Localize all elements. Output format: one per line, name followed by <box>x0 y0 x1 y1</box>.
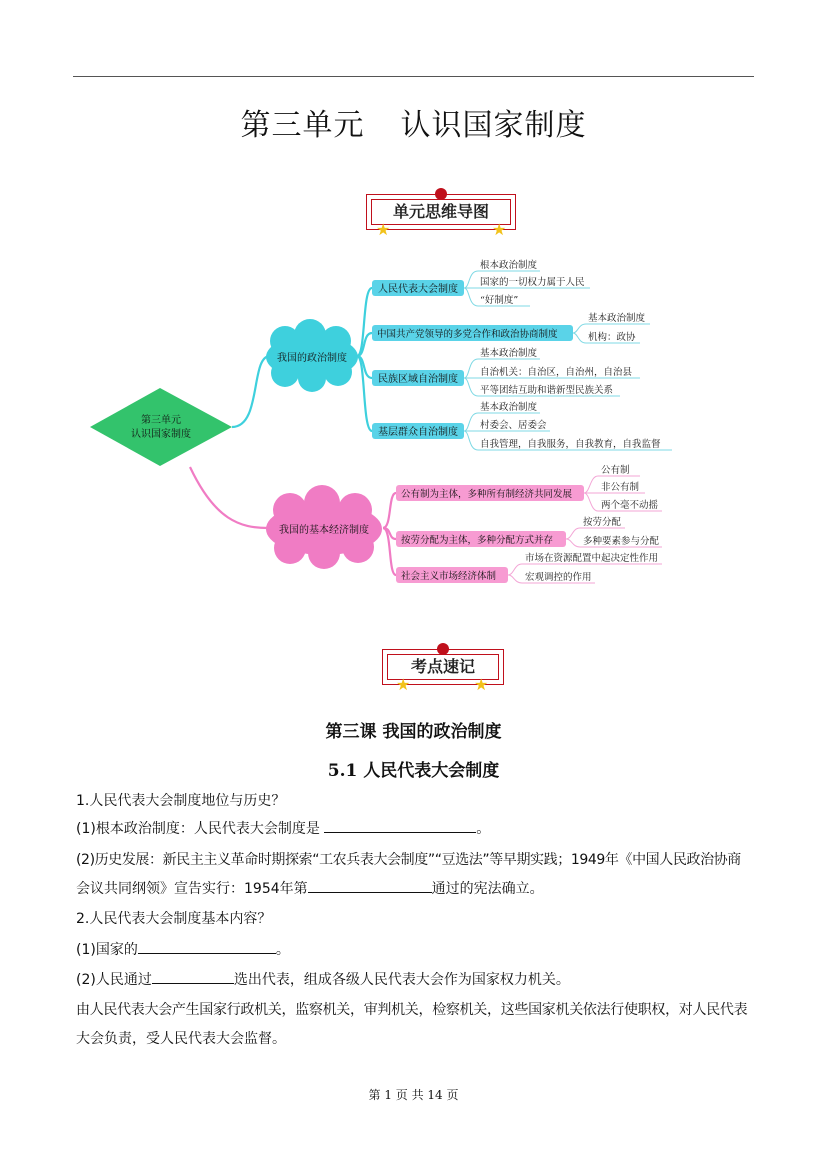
star-icon: ★ <box>474 675 489 694</box>
leaf: 根本政治制度 <box>480 260 538 271</box>
question-2: 2.人民代表大会制度基本内容？ <box>76 911 272 927</box>
unit-title-left: 第三单元 <box>240 108 365 143</box>
leaf: 两个毫不动摇 <box>601 500 659 511</box>
leaf: 村委会、居委会 <box>480 420 547 431</box>
star-icon: ★ <box>492 220 507 239</box>
leaf: 基本政治制度 <box>480 402 538 413</box>
political-label: 我国的政治制度 <box>277 353 347 364</box>
leaf: 多种要素参与分配 <box>583 536 660 547</box>
star-icon: ★ <box>396 675 411 694</box>
branch-ownership: 公有制为主体，多种所有制经济共同发展 <box>401 489 573 500</box>
paragraph-line2: 大会负责，受人民代表大会监督。 <box>76 1031 286 1047</box>
economic-label: 我国的基本经济制度 <box>279 525 369 536</box>
leaf: 平等团结互助和谐新型民族关系 <box>480 385 614 396</box>
lesson-title: 第三课 我国的政治制度 <box>325 722 502 742</box>
q1-item-1: (1)根本政治制度：人民代表大会制度是 。 <box>76 815 756 843</box>
q1-item-2-line2: 会议共同纲领》宣告实行：1954年第 通过的宪法确立。 <box>76 875 756 903</box>
answer-blank[interactable] <box>308 876 432 893</box>
branch-ethnic: 民族区域自治制度 <box>378 374 458 385</box>
branch-distribution: 按劳分配为主体，多种分配方式并存 <box>401 535 554 546</box>
section-title: 5.1 人民代表大会制度 <box>327 761 500 781</box>
branch-market: 社会主义市场经济体制 <box>401 571 497 582</box>
page-footer: 第 1 页 共 14 页 <box>368 1088 459 1102</box>
question-1: 1.人民代表大会制度地位与历史？ <box>76 793 286 809</box>
answer-blank[interactable] <box>138 937 276 954</box>
leaf: 自我管理，自我服务，自我教育，自我监督 <box>480 439 661 450</box>
leaf: “好制度” <box>480 295 519 306</box>
mindmap-badge-label: 单元思维导图 <box>371 199 511 225</box>
root-label-2: 认识国家制度 <box>131 429 191 440</box>
points-badge <box>382 643 506 694</box>
leaf: 非公有制 <box>601 482 640 493</box>
paragraph-line1: 由人民代表大会产生国家行政机关，监察机关，审判机关，检察机关，这些国家机关依法行使职权，对人民代表 <box>76 1002 748 1018</box>
q2-item-2: (2)人民通过 选出代表，组成各级人民代表大会作为国家权力机关。 <box>76 966 756 994</box>
answer-blank[interactable] <box>324 816 476 833</box>
root-label-1: 第三单元 <box>141 415 181 426</box>
leaf: 自治机关：自治区，自治州，自治县 <box>480 367 633 378</box>
branch-cppcc: 中国共产党领导的多党合作和政治协商制度 <box>377 329 558 340</box>
unit-title-right: 认识国家制度 <box>400 108 587 143</box>
root-node <box>90 388 232 466</box>
q1-item-2-line1: (2)历史发展：新民主主义革命时期探索“工农兵表大会制度”“豆选法”等早期实践；1949年《中国人民政治协商 <box>76 852 741 868</box>
leaf: 基本政治制度 <box>480 348 538 359</box>
leaf: 按劳分配 <box>583 517 622 528</box>
q2-item-1: (1)国家的 。 <box>76 936 756 964</box>
leaf: 国家的一切权力属于人民 <box>480 277 585 288</box>
leaf: 基本政治制度 <box>588 313 646 324</box>
leaf: 市场在资源配置中起决定性作用 <box>525 553 659 564</box>
branch-npc: 人民代表大会制度 <box>378 284 458 295</box>
branch-grassroots: 基层群众自治制度 <box>378 427 458 438</box>
leaf: 公有制 <box>601 465 630 476</box>
badge-pin-dot <box>437 643 449 655</box>
star-icon: ★ <box>376 220 391 239</box>
points-badge-label: 考点速记 <box>387 654 499 680</box>
leaf: 宏观调控的作用 <box>525 572 592 583</box>
leaf: 机构：政协 <box>588 332 636 343</box>
answer-blank[interactable] <box>152 967 234 984</box>
